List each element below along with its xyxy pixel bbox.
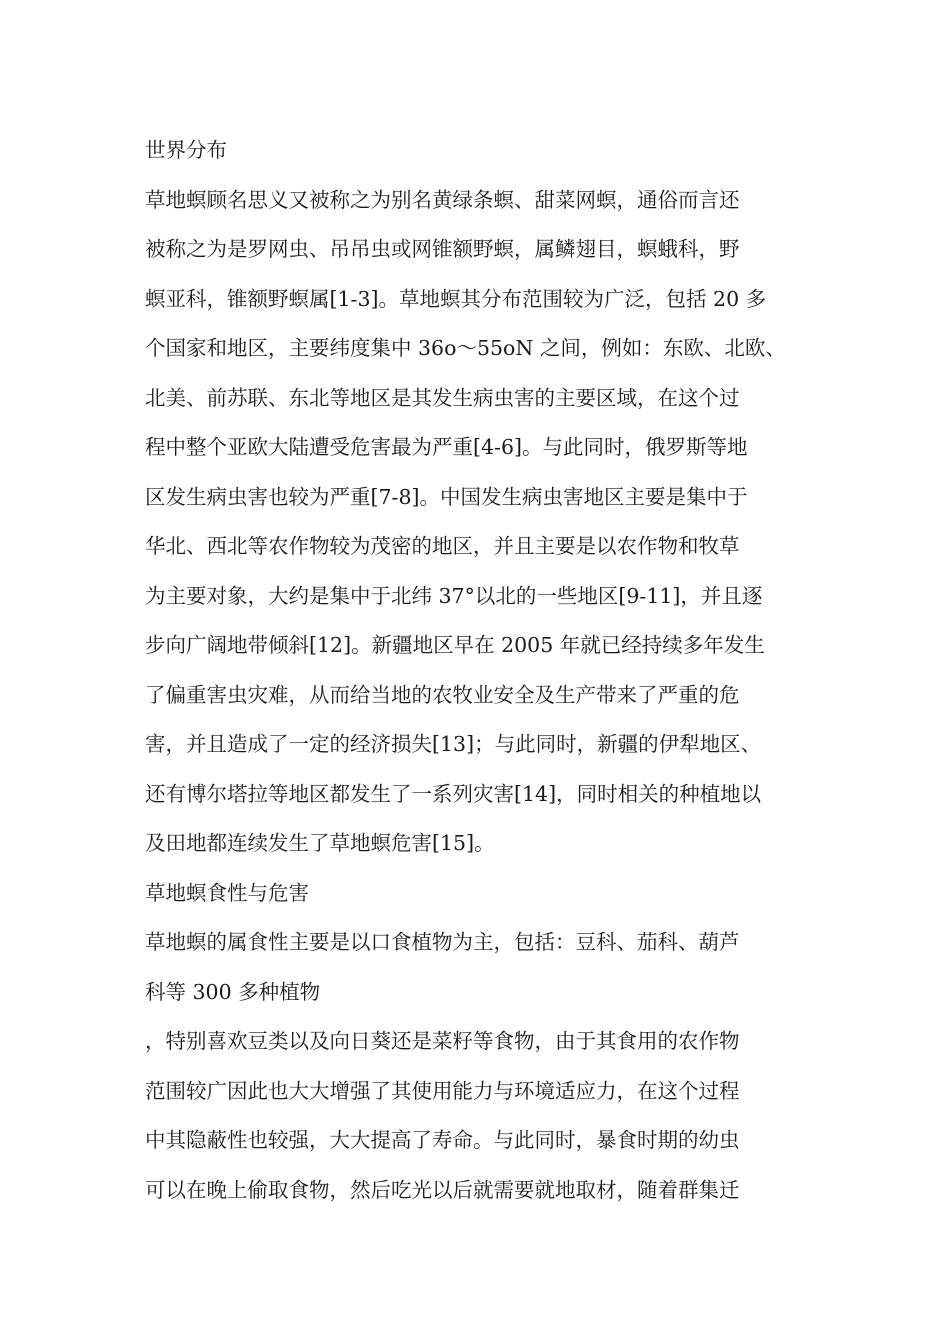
paragraph-line: 科等 300 多种植物	[145, 979, 321, 1004]
paragraph-line: 步向广阔地带倾斜[12]。新疆地区早在 2005 年就已经持续多年发生	[145, 633, 765, 657]
paragraph-line: 北美、前苏联、东北等地区是其发生病虫害的主要区域，在这个过	[145, 385, 740, 410]
paragraph-line: ，特别喜欢豆类以及向日葵还是菜籽等食物，由于其食用的农作物	[145, 1029, 740, 1053]
paragraph-line: 为主要对象，大约是集中于北纬 37°以北的一些地区[9-11]，并且逐	[145, 583, 763, 608]
section-heading-world-distribution: 世界分布	[145, 138, 227, 162]
paragraph-line: 区发生病虫害也较为严重[7-8]。中国发生病虫害地区主要是集中于	[145, 484, 748, 509]
paragraph-line: 被称之为是罗网虫、吊吊虫或网锥额野螟，属鳞翅目，螟蛾科，野	[145, 237, 740, 261]
paragraph-line: 及田地都连续发生了草地螟危害[15]。	[145, 831, 495, 855]
document-body	[145, 126, 835, 1215]
paragraph-line: 可以在晚上偷取食物，然后吃光以后就需要就地取材，随着群集迁	[145, 1177, 740, 1202]
paragraph-line: 草地螟顾名思义又被称之为别名黄绿条螟、甜菜网螟，通俗而言还	[145, 187, 740, 212]
paragraph-line: 螟亚科，锥额野螟属[1-3]。草地螟其分布范围较为广泛，包括 20 多	[145, 286, 767, 311]
paragraph-line: 中其隐蔽性也较强，大大提高了寿命。与此同时，暴食时期的幼虫	[145, 1128, 740, 1152]
paragraph-line: 个国家和地区，主要纬度集中 36o～55oN 之间，例如：东欧、北欧、	[145, 336, 786, 360]
paragraph-line: 了偏重害虫灾难，从而给当地的农牧业安全及生产带来了严重的危	[145, 682, 740, 707]
paragraph-line: 范围较广因此也大大增强了其使用能力与环境适应力，在这个过程	[145, 1078, 740, 1103]
paragraph-line: 草地螟的属食性主要是以口食植物为主，包括：豆科、茄科、葫芦	[145, 930, 740, 954]
paragraph-line: 还有博尔塔拉等地区都发生了一系列灾害[14]，同时相关的种植地以	[145, 781, 762, 806]
section-heading-feeding-and-damage: 草地螟食性与危害	[145, 880, 309, 905]
paragraph-line: 程中整个亚欧大陆遭受危害最为严重[4-6]。与此同时，俄罗斯等地	[145, 435, 748, 459]
paragraph-line: 华北、西北等农作物较为茂密的地区，并且主要是以农作物和牧草	[145, 534, 740, 558]
paragraph-line: 害，并且造成了一定的经济损失[13]；与此同时，新疆的伊犁地区、	[145, 732, 762, 756]
